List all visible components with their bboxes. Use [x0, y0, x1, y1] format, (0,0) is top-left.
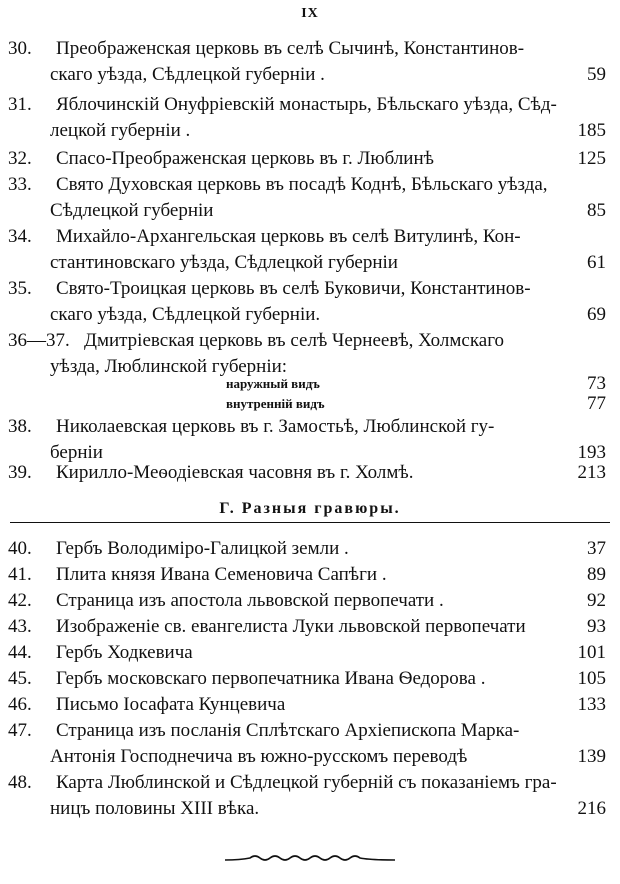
entry-title-line: лецкой губерніи . — [50, 120, 191, 141]
entry-number: 32. — [8, 148, 32, 169]
entry-number: 45. — [8, 668, 32, 689]
entry-number: 30. — [8, 38, 32, 59]
entry-title-line: Кирилло-Меѳодіевская часовня въ г. Холмѣ. — [56, 462, 414, 483]
entry-number: 48. — [8, 772, 32, 793]
entry-page: 101 — [577, 642, 606, 663]
entry-page: 139 — [577, 746, 606, 767]
entry-title-line: Свято-Троицкая церковь въ селѣ Буковичи, Константинов- — [56, 278, 531, 299]
entry-number: 33. — [8, 174, 32, 195]
toc-entry-30 — [0, 36, 620, 88]
subentry-interior — [0, 394, 620, 414]
toc-entry-32 — [0, 146, 620, 172]
entry-number: 34. — [8, 226, 32, 247]
entry-title-line: стантиновскаго уѣзда, Сѣдлецкой губерніи — [50, 252, 398, 273]
toc-entry-39 — [0, 460, 620, 486]
entry-number: 40. — [8, 538, 32, 559]
toc-entry-33 — [0, 172, 620, 224]
section-title: Г. Разныя гравюры. — [219, 500, 401, 517]
entry-page: 85 — [587, 200, 606, 221]
entry-title-line: Свято Духовская церковь въ посадѣ Коднѣ, Бѣльскаго уѣзда, — [56, 174, 548, 195]
subentry-label: наружный видъ — [226, 376, 320, 391]
ornament-flourish — [220, 848, 400, 868]
toc-entry-48 — [0, 770, 620, 822]
entry-title-line: скаго уѣзда, Сѣдлецкой губерніи . — [50, 64, 325, 85]
entry-number: 43. — [8, 616, 32, 637]
entry-number: 44. — [8, 642, 32, 663]
subentry-page: 73 — [587, 373, 606, 394]
entry-title-line: Гербъ Ходкевича — [56, 642, 193, 663]
entry-page: 105 — [577, 668, 606, 689]
entry-title-line: Яблочинскій Онуфріевскій монастырь, Бѣльскаго уѣзда, Сѣд- — [56, 94, 557, 115]
toc-entry-43 — [0, 614, 620, 640]
toc-entry-38 — [0, 414, 620, 466]
section-divider — [10, 522, 610, 523]
toc-entry-44 — [0, 640, 620, 666]
entry-page: 125 — [577, 148, 606, 169]
entry-number: 38. — [8, 416, 32, 437]
entry-title-line: уѣзда, Люблинской губерніи: — [50, 356, 288, 377]
entry-title-line: Преображенская церковь въ селѣ Сычинѣ, Константинов- — [56, 38, 525, 59]
entry-title-line: скаго уѣзда, Сѣдлецкой губерніи. — [50, 304, 321, 325]
entry-title-line: Изображеніе св. евангелиста Луки львовской первопечати — [56, 616, 526, 637]
subentry-label: внутренній видъ — [226, 396, 325, 411]
page-number: IX — [301, 6, 319, 21]
toc-entry-45 — [0, 666, 620, 692]
subentry-exterior — [0, 374, 620, 394]
entry-title-line: Спасо-Преображенская церковь въ г. Люблинѣ — [56, 148, 434, 169]
entry-title-line: Гербъ Володиміро-Галицкой земли . — [56, 538, 349, 559]
subentry-page: 77 — [587, 393, 606, 414]
entry-title-line: Страница изъ апостола львовской первопечати . — [56, 590, 444, 611]
entry-number: 36—37. — [8, 330, 70, 351]
entry-page: 193 — [577, 442, 606, 463]
entry-title-line: Гербъ московскаго первопечатника Ивана Ѳедорова . — [56, 668, 486, 689]
entry-page: 93 — [587, 616, 606, 637]
entry-page: 133 — [577, 694, 606, 715]
entry-title-line: Плита князя Ивана Семеновича Сапѣги . — [56, 564, 387, 585]
entry-title-line: Письмо Іосафата Кунцевича — [56, 694, 286, 715]
entry-title-line: Страница изъ посланія Сплѣтскаго Архіепископа Марка- — [56, 720, 520, 741]
toc-entry-42 — [0, 588, 620, 614]
entry-title-line: Сѣдлецкой губерніи — [50, 200, 214, 221]
entry-number: 35. — [8, 278, 32, 299]
toc-entry-35 — [0, 276, 620, 328]
entry-number: 42. — [8, 590, 32, 611]
entry-title-line: берніи — [50, 442, 103, 463]
entry-page: 213 — [577, 462, 606, 483]
entry-number: 39. — [8, 462, 32, 483]
entry-page: 61 — [587, 252, 606, 273]
entry-title-line: Дмитріевская церковь въ селѣ Чернеевѣ, Холмскаго — [84, 330, 505, 351]
toc-entry-41 — [0, 562, 620, 588]
entry-page: 185 — [577, 120, 606, 141]
toc-entry-46 — [0, 692, 620, 718]
entry-page: 92 — [587, 590, 606, 611]
entry-page: 59 — [587, 64, 606, 85]
entry-title-line: Карта Люблинской и Сѣдлецкой губерній съ показаніемъ гра- — [56, 772, 557, 793]
entry-title-line: Николаевская церковь въ г. Замостьѣ, Люблинской гу- — [56, 416, 495, 437]
toc-entry-47 — [0, 718, 620, 770]
toc-entry-34 — [0, 224, 620, 276]
entry-title-line: ницъ половины XIII вѣка. — [50, 798, 260, 819]
entry-number: 46. — [8, 694, 32, 715]
toc-entry-36-37 — [0, 328, 620, 380]
entry-title-line: Михайло-Архангельская церковь въ селѣ Витулинѣ, Кон- — [56, 226, 521, 247]
entry-page: 37 — [587, 538, 606, 559]
entry-number: 47. — [8, 720, 32, 741]
entry-page: 69 — [587, 304, 606, 325]
toc-entry-40 — [0, 536, 620, 562]
entry-page: 89 — [587, 564, 606, 585]
toc-entry-31 — [0, 92, 620, 144]
entry-title-line: Антонія Господнечича въ южно-русскомъ переводѣ — [50, 746, 468, 767]
entry-number: 31. — [8, 94, 32, 115]
entry-number: 41. — [8, 564, 32, 585]
entry-page: 216 — [577, 798, 606, 819]
